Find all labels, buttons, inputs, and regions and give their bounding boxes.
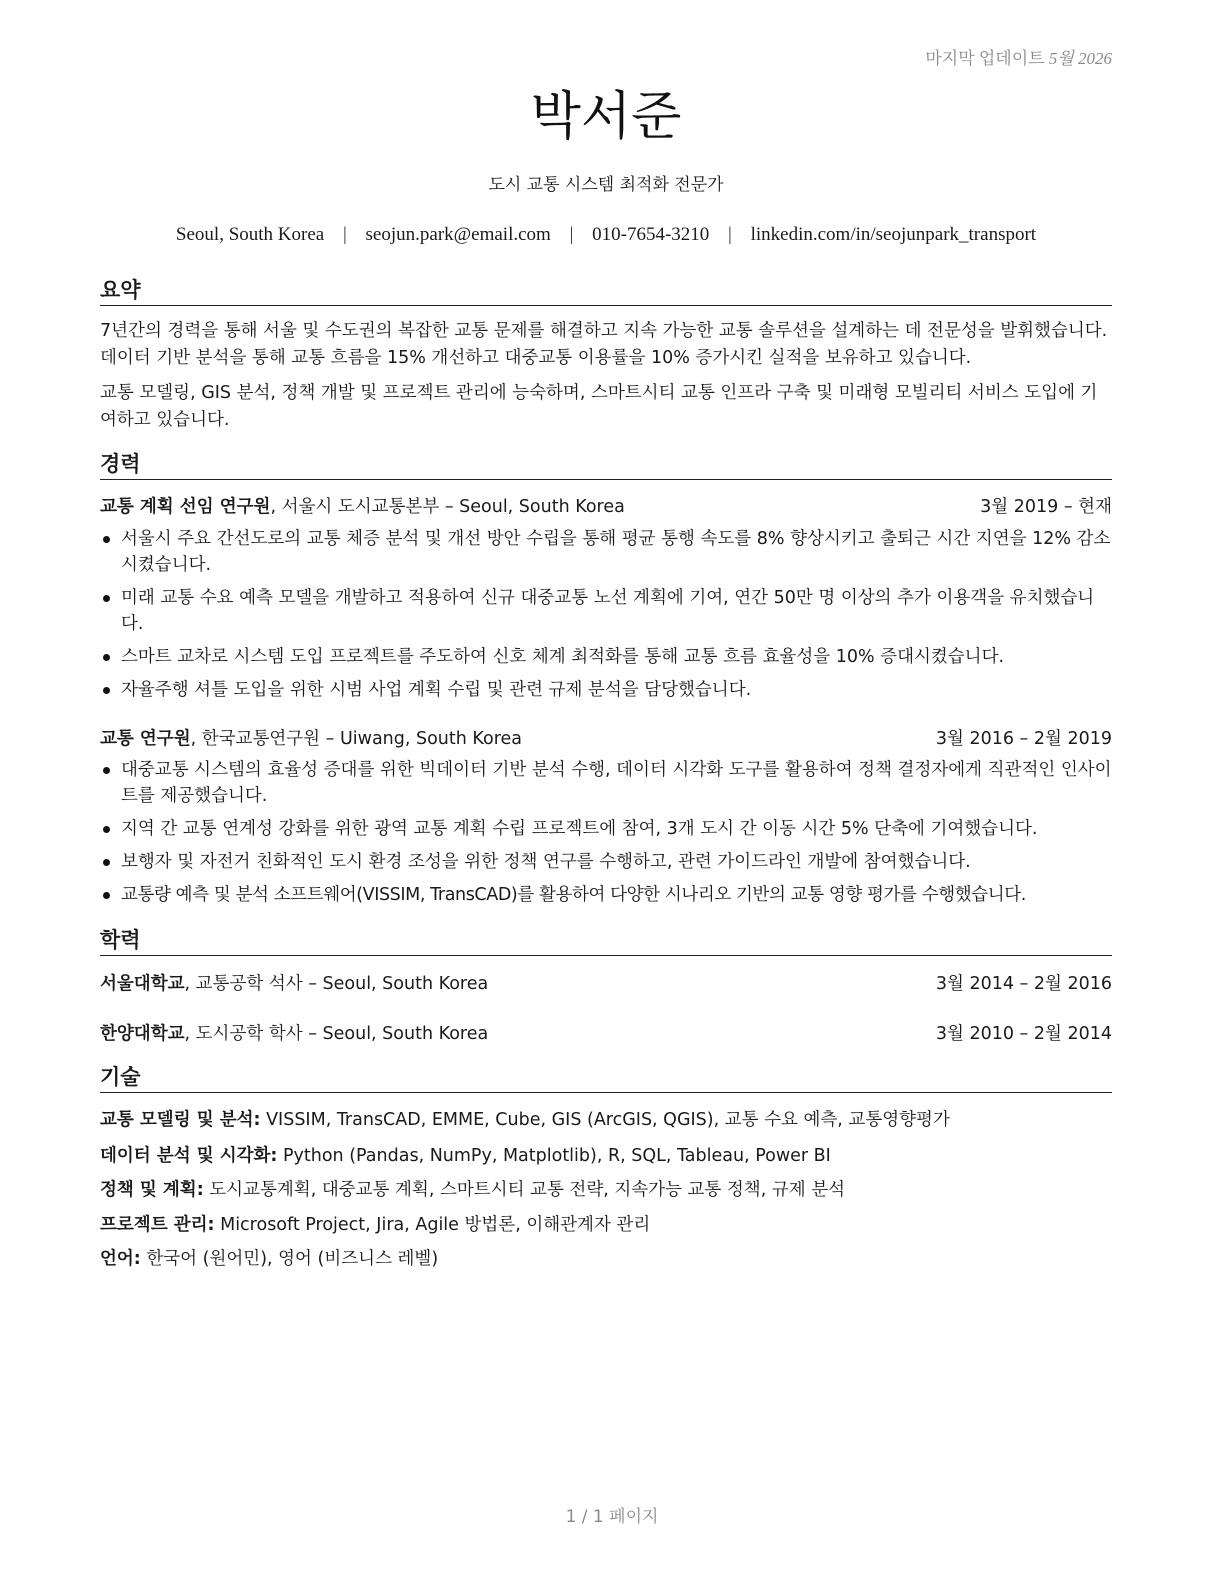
skill-row <box>100 1107 1112 1133</box>
education-period: 3월 2010 – 2월 2014 <box>935 1024 1112 1044</box>
skill-label: 교통 모델링 및 분석: <box>100 1110 261 1130</box>
skill-value: 도시교통계획, 대중교통 계획, 스마트시티 교통 전략, 지속가능 교통 정책, 규제 분석 <box>203 1180 846 1200</box>
candidate-name: 박서준 <box>530 87 682 147</box>
skill-label: 데이터 분석 및 시각화: <box>100 1146 278 1166</box>
skill-row <box>100 1246 1112 1272</box>
skill-value: Microsoft Project, Jira, Agile 방법론, 이해관계자 관리 <box>214 1215 651 1235</box>
job-header <box>100 726 1112 752</box>
education-item <box>100 1021 1112 1047</box>
page-number: 1 / 1 페이지 <box>565 1507 659 1527</box>
contact-location: Seoul, South Korea <box>175 224 325 245</box>
skill-row <box>100 1177 1112 1203</box>
job-org: , 한국교통연구원 – Uiwang, South Korea <box>190 729 523 749</box>
list-item: 서울시 주요 간선도로의 교통 체증 분석 및 개선 방안 수립을 통해 평균 통행 속도를 8% 향상시키고 출퇴근 시간 지연을 12% 감소시켰습니다. <box>100 526 1112 578</box>
contact-linkedin[interactable]: linkedin.com/in/seojunpark_transport <box>750 224 1037 245</box>
job-role: 교통 연구원 <box>100 729 191 749</box>
education-school-line <box>100 971 488 997</box>
education-detail: , 교통공학 석사 – Seoul, South Korea <box>184 974 489 994</box>
contact-separator: | <box>342 224 347 245</box>
skill-label: 프로젝트 관리: <box>100 1215 215 1235</box>
skill-value: Python (Pandas, NumPy, Matplotlib), R, SQL, Tableau, Power BI <box>277 1146 831 1166</box>
job-org: , 서울시 도시교통본부 – Seoul, South Korea <box>270 497 625 517</box>
candidate-headline: 도시 교통 시스템 최적화 전문가 <box>488 175 724 195</box>
skill-row <box>100 1143 1112 1169</box>
contact-line <box>100 224 1112 246</box>
job-period: 3월 2019 – 현재 <box>980 497 1112 517</box>
education-school-line <box>100 1021 488 1047</box>
education-school: 한양대학교 <box>100 1024 185 1044</box>
summary-paragraph: 교통 모델링, GIS 분석, 정책 개발 및 프로젝트 관리에 능숙하며, 스마트시티 교통 인프라 구축 및 미래형 모빌리티 서비스 도입에 기여하고 있습니다. <box>100 383 1098 430</box>
section-title-education: 학력 <box>100 926 1112 956</box>
skill-value: 한국어 (원어민), 영어 (비즈니스 레벨) <box>140 1249 439 1269</box>
job-role: 교통 계획 선임 연구원 <box>100 497 271 517</box>
job-title-line <box>100 494 625 520</box>
education-period: 3월 2014 – 2월 2016 <box>935 974 1112 994</box>
skill-label: 정책 및 계획: <box>100 1180 204 1200</box>
contact-separator: | <box>728 224 732 245</box>
list-item: 보행자 및 자전거 친화적인 도시 환경 조성을 위한 정책 연구를 수행하고, 관련 가이드라인 개발에 참여했습니다. <box>100 849 1112 875</box>
job-bullets <box>100 757 1112 915</box>
section-title-experience: 경력 <box>100 450 1112 480</box>
contact-email[interactable]: seojun.park@email.com <box>365 224 551 245</box>
job-period: 3월 2016 – 2월 2019 <box>935 729 1112 749</box>
section-title-summary: 요약 <box>100 276 1112 306</box>
job-title-line <box>100 726 522 752</box>
last-updated-date: 5월 2026 <box>1048 49 1112 68</box>
list-item: 지역 간 교통 연계성 강화를 위한 광역 교통 계획 수립 프로젝트에 참여, 3개 도시 간 이동 시간 5% 단축에 기여했습니다. <box>100 816 1112 842</box>
contact-separator: | <box>569 224 574 245</box>
contact-phone[interactable]: 010-7654-3210 <box>592 224 710 245</box>
summary-paragraph: 7년간의 경력을 통해 서울 및 수도권의 복잡한 교통 문제를 해결하고 지속 가능한 교통 솔루션을 설계하는 데 전문성을 발휘했습니다. 데이터 기반 분석을 통해 교통 흐름을 15% 개선하고 대중교통 이용률을 10% 증가시킨 실적을 보유하고 있습니다. <box>100 321 1108 368</box>
skill-value: VISSIM, TransCAD, EMME, Cube, GIS (ArcGIS, QGIS), 교통 수요 예측, 교통영향평가 <box>260 1110 950 1130</box>
list-item: 교통량 예측 및 분석 소프트웨어(VISSIM, TransCAD)를 활용하여 다양한 시나리오 기반의 교통 영향 평가를 수행했습니다. <box>100 882 1112 908</box>
list-item: 스마트 교차로 시스템 도입 프로젝트를 주도하여 신호 체계 최적화를 통해 교통 흐름 효율성을 10% 증대시켰습니다. <box>100 644 1112 670</box>
education-school: 서울대학교 <box>100 974 185 994</box>
job-header <box>100 494 1112 520</box>
list-item: 미래 교통 수요 예측 모델을 개발하고 적용하여 신규 대중교통 노선 계획에 기여, 연간 50만 명 이상의 추가 이용객을 유치했습니다. <box>100 585 1112 637</box>
skill-label: 언어: <box>100 1249 141 1269</box>
skill-row <box>100 1212 1112 1238</box>
last-updated <box>925 44 1112 69</box>
list-item: 대중교통 시스템의 효율성 증대를 위한 빅데이터 기반 분석 수행, 데이터 시각화 도구를 활용하여 정책 결정자에게 직관적인 인사이트를 제공했습니다. <box>100 757 1112 809</box>
education-item <box>100 971 1112 997</box>
education-detail: , 도시공학 학사 – Seoul, South Korea <box>184 1024 489 1044</box>
last-updated-label: 마지막 업데이트 <box>925 49 1045 68</box>
section-title-skills: 기술 <box>100 1063 1112 1093</box>
job-bullets <box>100 526 1112 710</box>
list-item: 자율주행 셔틀 도입을 위한 시범 사업 계획 수립 및 관련 규제 분석을 담당했습니다. <box>100 677 1112 703</box>
